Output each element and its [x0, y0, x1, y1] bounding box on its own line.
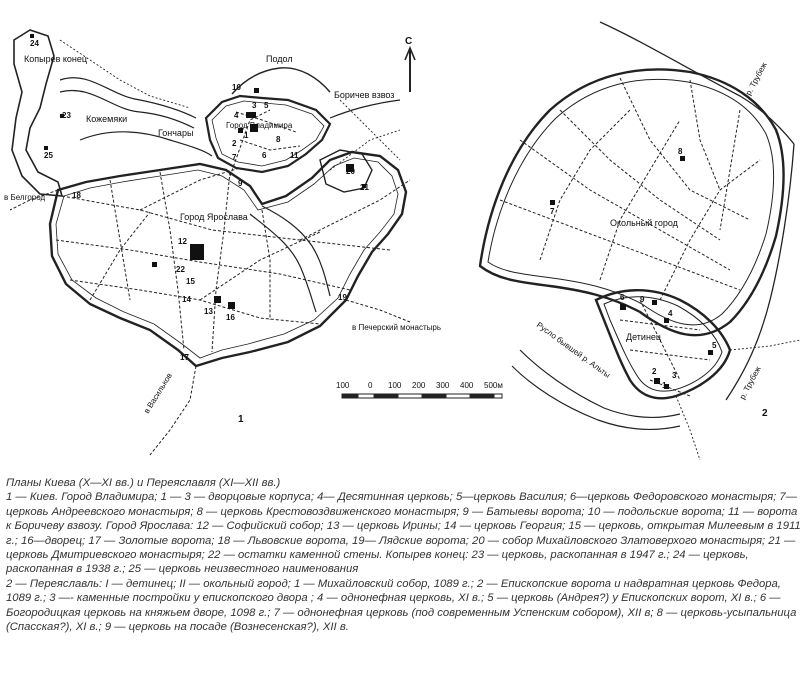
kiev-marker-5: 5: [264, 101, 269, 110]
scale-bar: [342, 394, 502, 398]
pereyaslavl-marker-6: 6: [620, 293, 625, 302]
scale-tick-5: 400: [460, 381, 474, 390]
yaroslav-wall-inner: [56, 158, 398, 358]
kiev-marker-21: 21: [360, 183, 369, 192]
scale-tick-6: 500м: [484, 381, 503, 390]
vladimir-wall-inner: [212, 101, 324, 166]
scale-tick-2: 100: [388, 381, 402, 390]
pereyaslavl-marker-9: 9: [640, 295, 645, 304]
caption-pereyaslavl: 2 — Переяславль: I — детинец; II — окольный город; 1 — Михайловский собор, 1089 г.; 2 — Епископские ворота и надвратная церковь Федора, 1089 г.; 3 —- каменные постройки у епископского двора ; 4 — однонефная церковь, XI в.; 5 — церковь (Андрея?) у Епископских ворот, XI в.; 6 — Богородицкая церковь на княжьем дворе, 1098 г.; 7 — однонефная церковь (под современным Успенским собором), XII в; 8 — церковь-усыпальница (Спасская?), XI в.; 9 — церковь на посаде (Вознесенская?), XII в.: [6, 577, 797, 634]
kiev-marker-17: 17: [180, 353, 189, 362]
kiev-marker-14: 14: [182, 295, 191, 304]
label-city-vladimir: Город Владимира: [226, 121, 293, 130]
kiev-marker-25: 25: [44, 151, 53, 160]
kiev-markers: [30, 39, 369, 362]
kiev-marker-3: 3: [252, 101, 257, 110]
label-borichev: Боричев взвоз: [334, 90, 395, 100]
label-trubezh-bottom: р. Трубеж: [737, 364, 763, 401]
yaroslav-wall: [50, 152, 406, 366]
label-city-yaroslav: Город Ярослава: [180, 212, 248, 222]
label-okolny: Окольный город: [610, 218, 678, 228]
label-kopyrev-text: Копырев конец: [24, 54, 88, 64]
okolny-wall-inner: [488, 79, 774, 325]
label-belgorod: в Белгород: [4, 193, 46, 202]
kiev-marker-18: 18: [72, 191, 81, 200]
figure-caption: [6, 476, 804, 634]
label-kopyrev: [24, 54, 87, 64]
kiev-marker-7: 7: [232, 153, 237, 162]
label-podol: Подол: [266, 54, 293, 64]
north-arrow: [405, 48, 415, 92]
pereyaslavl-marker-1: 1: [662, 381, 667, 390]
scale-tick-3: 200: [412, 381, 426, 390]
kiev-buildings: [30, 34, 366, 309]
kiev-marker-1: 1: [244, 131, 249, 140]
pereyaslavl-marker-8: 8: [678, 147, 683, 156]
scale-ticks: [336, 381, 503, 390]
map1-number: 1: [238, 414, 244, 425]
map2-number: 2: [762, 408, 768, 419]
kiev-marker-2: 2: [232, 139, 237, 148]
label-ruslo: Русло бывшей р. Альты: [534, 320, 612, 380]
kiev-marker-12: 12: [178, 237, 187, 246]
kiev-marker-10: 10: [232, 83, 241, 92]
kiev-labels: [4, 36, 503, 425]
kiev-marker-6: 6: [262, 151, 267, 160]
borichev-ravine: [330, 100, 400, 118]
kiev-marker-16: 16: [226, 313, 235, 322]
kiev-marker-11: 11: [290, 151, 299, 160]
kiev-marker-15: 15: [186, 277, 195, 286]
kiev-marker-24: 24: [30, 39, 39, 48]
north-letter: С: [405, 36, 413, 47]
label-honchary: Гончары: [158, 128, 194, 138]
caption-kiev: 1 — Киев. Город Владимира; 1 — 3 — дворцовые корпуса; 4— Десятинная церковь; 5—церковь Василия; 6—церковь Федоровского монастыря; 7—церковь Андреевского монастыря; 8 — церковь Крестовоздвиженского монастыря; 9 — Батыевы ворота; 10 — подольские ворота; 11 — ворота к Боричеву взвозу. Город Ярослава: 12 — Софийский собор; 13 — церковь Ирины; 14 — церковь Георгия; 15 — церковь, открытая Милеевым в 1911 г.; 16—дворец; 17 — Золотые ворота; 18 — Львовские ворота, 19— Лядские ворота; 20 — собор Михайловского Златоверхого монастыря; 21 — церковь Дмитриевского монастыря; 22 — остатки каменной стены. Копырев конец: 23 — церковь, раскопанная в 1947 г.; 24 — церковь, раскопанная в 1938 г.; 25 — церковь неизвестного наименования: [6, 491, 801, 576]
kiev-marker-20: 20: [346, 167, 355, 176]
pereyaslavl-marker-4: 4: [668, 309, 673, 318]
kiev-streets: [10, 110, 410, 455]
detinets-wall-inner: [604, 297, 722, 391]
kiev-marker-13: 13: [204, 307, 213, 316]
scale-tick-4: 300: [436, 381, 450, 390]
kiev-marker-8: 8: [276, 135, 281, 144]
inner-ravine-2: [250, 214, 316, 312]
pereyaslavl-marker-7: 7: [550, 207, 555, 216]
pereyaslavl-marker-2: 2: [652, 367, 657, 376]
scale-tick-0: 100: [336, 381, 350, 390]
pereyaslavl-marker-5: 5: [712, 341, 717, 350]
kiev-marker-9: 9: [238, 179, 243, 188]
label-kozhemyaki: Кожемяки: [86, 114, 128, 124]
scale-tick-1: 0: [368, 381, 373, 390]
label-detinets: Детинец: [626, 332, 662, 342]
trubezh-river-top: [600, 22, 794, 144]
kiev-marker-19: 19: [338, 293, 347, 302]
kiev-marker-4: 4: [234, 111, 239, 120]
pereyaslavl-labels: [535, 60, 769, 419]
pereyaslavl-marker-3: 3: [672, 371, 677, 380]
kiev-map: [10, 30, 502, 455]
label-vasilkov: в Васильков: [142, 371, 174, 416]
label-trubezh-top: р. Трубеж: [743, 60, 769, 97]
label-pechersky: в Печерский монастырь: [352, 323, 441, 332]
inner-ravine: [262, 206, 330, 296]
kiev-marker-22: 22: [176, 265, 185, 274]
kiev-marker-23: 23: [62, 111, 71, 120]
podol-border: [232, 68, 330, 94]
caption-title: Планы Киева (X—XI вв.) и Переяславля (XI—XII вв.): [6, 477, 281, 489]
